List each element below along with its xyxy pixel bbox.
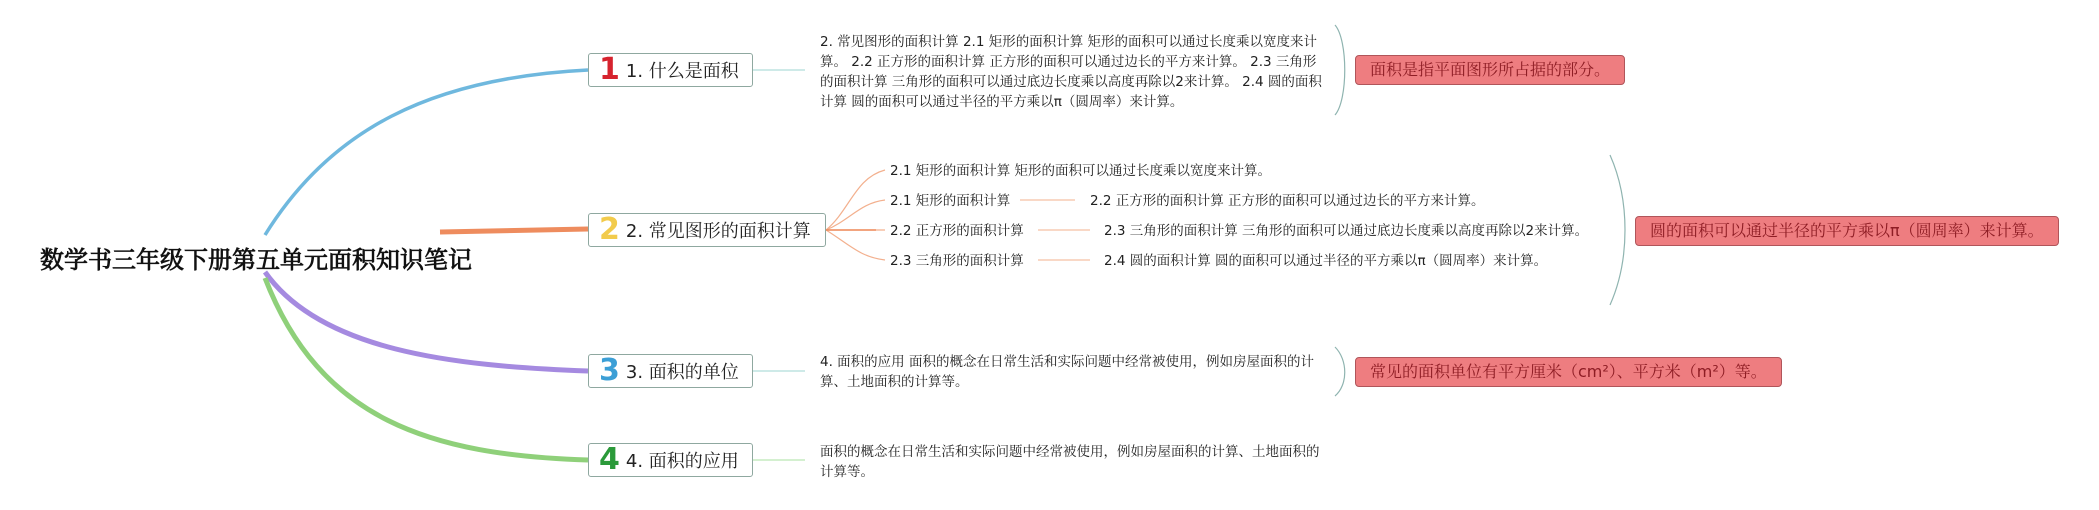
branch-2-item-2-detail: 2.2 正方形的面积计算 正方形的面积可以通过边长的平方来计算。 bbox=[1090, 193, 1485, 209]
branch-1-callout[interactable]: 面积是指平面图形所占据的部分。 bbox=[1355, 55, 1625, 85]
branch-3-detail: 4. 面积的应用 面积的概念在日常生活和实际问题中经常被使用，例如房屋面积的计算、土地面积的计算等。 bbox=[820, 354, 1314, 390]
branch-1-node[interactable] bbox=[588, 53, 753, 87]
branch-2-item-3: 2.2 正方形的面积计算 bbox=[890, 223, 1024, 239]
branch-1-detail: 2. 常见图形的面积计算 2.1 矩形的面积计算 矩形的面积可以通过长度乘以宽度来计算。 2.2 正方形的面积计算 正方形的面积可以通过边长的平方来计算。 2.3 三角形的面积计算 三角形的面积可以通过底边长度乘以高度再除以2来计算。 2.4 圆的面积计算 圆的面积可以通过半径的平方乘以π（圆周率）来计算。 bbox=[820, 34, 1322, 110]
branch-2-node[interactable] bbox=[588, 213, 826, 247]
branch-3-label: 3. 面积的单位 bbox=[625, 362, 739, 383]
branch-2-item-2: 2.1 矩形的面积计算 bbox=[890, 193, 1011, 209]
number-two-icon: 2 bbox=[599, 212, 620, 247]
branch-4-label: 4. 面积的应用 bbox=[625, 451, 739, 472]
branch-3-callout[interactable]: 常见的面积单位有平方厘米（cm²）、平方米（m²）等。 bbox=[1355, 357, 1782, 387]
branch-2-callout[interactable]: 圆的面积可以通过半径的平方乘以π（圆周率）来计算。 bbox=[1635, 216, 2059, 246]
branch-2-item-4-detail: 2.4 圆的面积计算 圆的面积可以通过半径的平方乘以π（圆周率）来计算。 bbox=[1104, 253, 1548, 269]
branch-2-item-1: 2.1 矩形的面积计算 矩形的面积可以通过长度乘以宽度来计算。 bbox=[890, 163, 1272, 179]
branch-4-detail: 面积的概念在日常生活和实际问题中经常被使用，例如房屋面积的计算、土地面积的计算等。 bbox=[820, 444, 1320, 480]
number-four-icon: 4 bbox=[599, 442, 620, 477]
branch-4-node[interactable] bbox=[588, 443, 753, 477]
branch-2-item-3-detail: 2.3 三角形的面积计算 三角形的面积可以通过底边长度乘以高度再除以2来计算。 bbox=[1104, 223, 1589, 239]
branch-3-node[interactable] bbox=[588, 354, 753, 388]
branch-2-label: 2. 常见图形的面积计算 bbox=[625, 221, 811, 242]
branch-1-label: 1. 什么是面积 bbox=[625, 61, 739, 82]
number-three-icon: 3 bbox=[599, 353, 620, 388]
branch-2-item-4: 2.3 三角形的面积计算 bbox=[890, 253, 1024, 269]
number-one-icon: 1 bbox=[599, 52, 620, 87]
root-topic[interactable]: 数学书三年级下册第五单元面积知识笔记 bbox=[40, 246, 472, 274]
